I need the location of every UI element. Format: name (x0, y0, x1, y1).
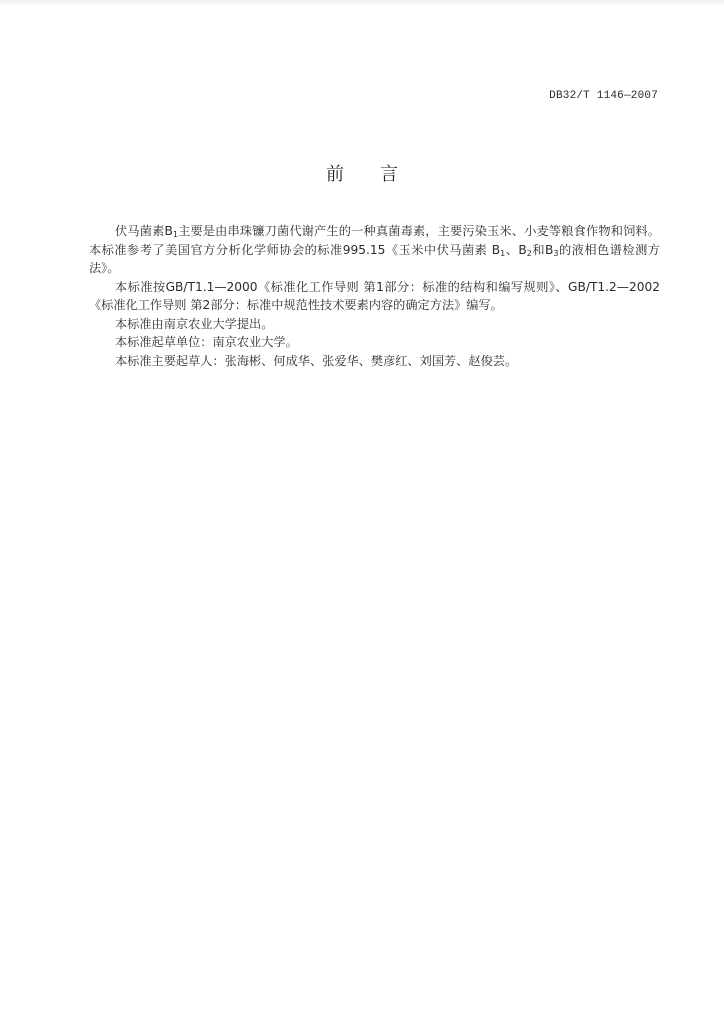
paragraph-intro-text-5: 的液相色谱检测方法》。 (89, 242, 660, 275)
scan-edge-shadow (0, 0, 724, 6)
paragraph-proposer: 本标准由南京农业大学提出。 (115, 316, 274, 331)
document-code: DB32/T 1146—2007 (549, 90, 658, 102)
subscript-3: 2 (526, 248, 532, 258)
paragraph-intro (89, 222, 660, 278)
subscript-2: 1 (500, 248, 506, 258)
title-char-2: 言 (380, 164, 398, 185)
paragraph-intro-text-1: 伏马菌素B (115, 224, 173, 238)
paragraph-intro-text-2: 主要是由串珠镰刀菌代谢产生的一种真菌毒素，主要污染玉米、小麦等粮食作物和饲料。本标准参考了美国官方分析化学师协会的标准995.15《玉米中伏马菌素 B (89, 224, 660, 257)
page-title (0, 160, 724, 186)
title-char-1: 前 (326, 164, 344, 185)
foreword-body (89, 222, 660, 370)
paragraph-drafting-unit: 本标准起草单位：南京农业大学。 (115, 335, 298, 349)
paragraph-drafting-rules: 本标准按GB/T1.1—2000《标准化工作导则 第1部分：标准的结构和编写规则》、GB/T1.2—2002《标准化工作导则 第2部分：标准中规范性技术要素内容的确定方法》编写。 (89, 279, 660, 312)
paragraph-intro-text-4: 和B (531, 242, 554, 257)
paragraph-drafters: 本标准主要起草人：张海彬、何成华、张爱华、樊彦红、刘国芳、赵俊芸。 (115, 353, 518, 368)
subscript-1: 1 (172, 230, 178, 239)
paragraph-intro-text-3: 、B (505, 242, 527, 257)
subscript-4: 3 (553, 248, 559, 258)
